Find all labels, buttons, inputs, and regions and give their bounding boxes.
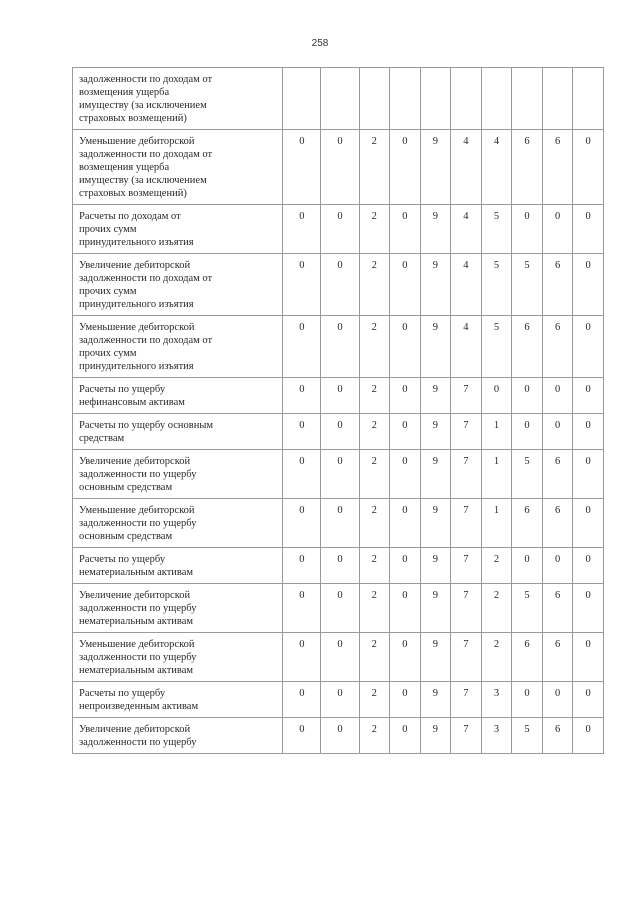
code-digit-cell: 0	[390, 205, 421, 254]
table-row	[73, 205, 604, 254]
account-name-cell	[73, 584, 283, 633]
code-digit-cell: 3	[481, 682, 512, 718]
code-digit-cell: 4	[481, 130, 512, 205]
code-digit-cell: 0	[283, 682, 321, 718]
account-name-line: задолженности по доходам от	[79, 335, 213, 346]
account-codes-table	[72, 67, 604, 754]
account-name-line: нематериальным активам	[79, 616, 194, 627]
code-digit-cell: 9	[420, 584, 451, 633]
account-name-line: Расчеты по ущербу	[79, 554, 166, 565]
code-digit-cell: 0	[542, 548, 573, 584]
account-name-cell	[73, 633, 283, 682]
code-digit-cell: 9	[420, 548, 451, 584]
code-digit-cell: 1	[481, 450, 512, 499]
code-digit-cell: 2	[359, 130, 390, 205]
code-digit-cell: 9	[420, 254, 451, 316]
code-digit-cell: 7	[451, 718, 482, 754]
code-digit-cell: 0	[321, 499, 359, 548]
table-row	[73, 316, 604, 378]
table-row	[73, 718, 604, 754]
code-digit-cell: 0	[390, 633, 421, 682]
account-name-line: задолженности по ущербу	[79, 737, 197, 748]
code-digit-cell: 0	[321, 130, 359, 205]
table-row	[73, 633, 604, 682]
code-digit-cell: 0	[390, 584, 421, 633]
code-digit-cell	[321, 68, 359, 130]
account-codes-table-body	[73, 68, 604, 754]
code-digit-cell: 6	[512, 499, 543, 548]
code-digit-cell: 7	[451, 633, 482, 682]
account-name-cell	[73, 316, 283, 378]
code-digit-cell: 0	[481, 378, 512, 414]
code-digit-cell: 0	[321, 378, 359, 414]
code-digit-cell: 2	[481, 548, 512, 584]
code-digit-cell: 5	[512, 450, 543, 499]
code-digit-cell: 7	[451, 499, 482, 548]
account-name-line: Уменьшение дебиторской	[79, 505, 195, 516]
code-digit-cell: 7	[451, 378, 482, 414]
account-name-cell	[73, 130, 283, 205]
account-name-line: Увеличение дебиторской	[79, 456, 191, 467]
account-name-line: Уменьшение дебиторской	[79, 136, 195, 147]
code-digit-cell: 0	[390, 316, 421, 378]
code-digit-cell: 7	[451, 682, 482, 718]
code-digit-cell: 9	[420, 130, 451, 205]
account-name-line: принудительного изъятия	[79, 299, 194, 310]
code-digit-cell: 6	[542, 633, 573, 682]
code-digit-cell: 0	[321, 718, 359, 754]
code-digit-cell: 0	[573, 499, 604, 548]
code-digit-cell: 2	[359, 378, 390, 414]
table-row	[73, 130, 604, 205]
code-digit-cell: 0	[283, 548, 321, 584]
code-digit-cell: 0	[542, 682, 573, 718]
account-name-line: нефинансовым активам	[79, 397, 185, 408]
code-digit-cell: 0	[321, 450, 359, 499]
code-digit-cell: 5	[512, 584, 543, 633]
code-digit-cell: 2	[359, 205, 390, 254]
account-name-line: прочих сумм	[79, 286, 137, 297]
table-row	[73, 450, 604, 499]
code-digit-cell: 0	[512, 378, 543, 414]
account-name-line: Расчеты по ущербу	[79, 688, 166, 699]
code-digit-cell: 0	[573, 130, 604, 205]
code-digit-cell: 0	[390, 499, 421, 548]
account-name-line: нематериальным активам	[79, 567, 194, 578]
account-name-line: Уменьшение дебиторской	[79, 639, 195, 650]
code-digit-cell: 0	[321, 633, 359, 682]
account-name-line: Расчеты по ущербу основным	[79, 420, 214, 431]
code-digit-cell: 6	[542, 316, 573, 378]
code-digit-cell: 5	[481, 254, 512, 316]
table-row	[73, 254, 604, 316]
code-digit-cell: 7	[451, 450, 482, 499]
code-digit-cell: 0	[573, 584, 604, 633]
code-digit-cell: 9	[420, 718, 451, 754]
account-name-line: возмещения ущерба	[79, 87, 170, 98]
code-digit-cell: 6	[542, 450, 573, 499]
code-digit-cell	[542, 68, 573, 130]
code-digit-cell: 0	[573, 633, 604, 682]
code-digit-cell: 1	[481, 499, 512, 548]
code-digit-cell: 5	[512, 718, 543, 754]
code-digit-cell: 0	[390, 254, 421, 316]
code-digit-cell: 6	[542, 718, 573, 754]
code-digit-cell: 4	[451, 130, 482, 205]
code-digit-cell: 0	[321, 414, 359, 450]
code-digit-cell: 0	[321, 316, 359, 378]
table-row	[73, 548, 604, 584]
code-digit-cell	[451, 68, 482, 130]
code-digit-cell: 0	[283, 414, 321, 450]
code-digit-cell: 0	[573, 316, 604, 378]
table-row	[73, 499, 604, 548]
code-digit-cell: 0	[321, 205, 359, 254]
table-row	[73, 414, 604, 450]
code-digit-cell	[390, 68, 421, 130]
code-digit-cell: 0	[573, 682, 604, 718]
code-digit-cell: 0	[573, 378, 604, 414]
account-name-line: Увеличение дебиторской	[79, 590, 191, 601]
code-digit-cell: 9	[420, 682, 451, 718]
code-digit-cell: 0	[390, 450, 421, 499]
account-name-line: основным средствам	[79, 531, 173, 542]
code-digit-cell: 0	[512, 205, 543, 254]
code-digit-cell: 0	[283, 584, 321, 633]
code-digit-cell: 0	[321, 584, 359, 633]
table-row	[73, 378, 604, 414]
account-name-line: прочих сумм	[79, 348, 137, 359]
code-digit-cell: 0	[321, 682, 359, 718]
code-digit-cell: 0	[573, 254, 604, 316]
code-digit-cell: 0	[512, 548, 543, 584]
code-digit-cell: 0	[390, 130, 421, 205]
code-digit-cell	[359, 68, 390, 130]
account-name-line: Увеличение дебиторской	[79, 260, 191, 271]
code-digit-cell: 0	[283, 499, 321, 548]
code-digit-cell: 2	[359, 548, 390, 584]
code-digit-cell: 7	[451, 584, 482, 633]
code-digit-cell: 2	[481, 633, 512, 682]
page-number: 258	[311, 38, 329, 49]
account-name-line: Расчеты по ущербу	[79, 384, 166, 395]
account-name-line: страховых возмещений)	[79, 113, 187, 124]
code-digit-cell: 0	[512, 682, 543, 718]
account-name-line: нематериальным активам	[79, 665, 194, 676]
account-name-cell	[73, 548, 283, 584]
account-name-cell	[73, 499, 283, 548]
code-digit-cell: 5	[481, 316, 512, 378]
code-digit-cell: 6	[512, 316, 543, 378]
code-digit-cell: 2	[359, 682, 390, 718]
account-name-line: основным средствам	[79, 482, 173, 493]
account-name-line: прочих сумм	[79, 224, 137, 235]
code-digit-cell: 0	[390, 718, 421, 754]
code-digit-cell: 9	[420, 499, 451, 548]
account-name-cell	[73, 68, 283, 130]
account-name-cell	[73, 378, 283, 414]
account-name-line: задолженности по ущербу	[79, 469, 197, 480]
account-name-line: принудительного изъятия	[79, 237, 194, 248]
table-row	[73, 584, 604, 633]
code-digit-cell	[283, 68, 321, 130]
code-digit-cell: 2	[359, 584, 390, 633]
code-digit-cell: 5	[512, 254, 543, 316]
code-digit-cell: 9	[420, 414, 451, 450]
code-digit-cell: 9	[420, 205, 451, 254]
code-digit-cell: 2	[359, 450, 390, 499]
account-name-line: задолженности по ущербу	[79, 652, 197, 663]
account-name-line: задолженности по доходам от	[79, 74, 213, 85]
code-digit-cell: 9	[420, 633, 451, 682]
code-digit-cell: 6	[542, 254, 573, 316]
code-digit-cell: 3	[481, 718, 512, 754]
account-name-cell	[73, 254, 283, 316]
code-digit-cell: 0	[283, 254, 321, 316]
code-digit-cell: 0	[542, 414, 573, 450]
code-digit-cell: 0	[542, 378, 573, 414]
code-digit-cell: 0	[390, 682, 421, 718]
code-digit-cell: 2	[359, 316, 390, 378]
account-name-line: непроизведенным активам	[79, 701, 199, 712]
code-digit-cell: 1	[481, 414, 512, 450]
code-digit-cell: 6	[542, 584, 573, 633]
account-name-cell	[73, 414, 283, 450]
code-digit-cell: 5	[481, 205, 512, 254]
code-digit-cell: 0	[573, 548, 604, 584]
code-digit-cell: 0	[283, 378, 321, 414]
account-name-line: задолженности по доходам от	[79, 273, 213, 284]
code-digit-cell: 9	[420, 378, 451, 414]
account-name-line: страховых возмещений)	[79, 188, 187, 199]
code-digit-cell: 2	[359, 499, 390, 548]
account-name-line: задолженности по доходам от	[79, 149, 213, 160]
code-digit-cell: 0	[283, 633, 321, 682]
code-digit-cell: 0	[573, 718, 604, 754]
account-name-line: средствам	[79, 433, 125, 444]
code-digit-cell: 9	[420, 316, 451, 378]
code-digit-cell	[573, 68, 604, 130]
code-digit-cell: 0	[283, 316, 321, 378]
code-digit-cell	[481, 68, 512, 130]
account-name-line: принудительного изъятия	[79, 361, 194, 372]
code-digit-cell: 0	[573, 450, 604, 499]
code-digit-cell: 6	[542, 499, 573, 548]
account-name-line: Увеличение дебиторской	[79, 724, 191, 735]
code-digit-cell: 9	[420, 450, 451, 499]
code-digit-cell	[420, 68, 451, 130]
account-name-line: Расчеты по доходам от	[79, 211, 181, 222]
code-digit-cell: 0	[283, 130, 321, 205]
account-name-cell	[73, 450, 283, 499]
account-name-cell	[73, 205, 283, 254]
account-name-cell	[73, 682, 283, 718]
code-digit-cell: 0	[321, 548, 359, 584]
code-digit-cell: 4	[451, 316, 482, 378]
account-name-line: задолженности по ущербу	[79, 603, 197, 614]
code-digit-cell: 0	[573, 414, 604, 450]
code-digit-cell: 0	[283, 718, 321, 754]
code-digit-cell: 0	[390, 414, 421, 450]
code-digit-cell: 6	[542, 130, 573, 205]
code-digit-cell: 4	[451, 254, 482, 316]
code-digit-cell: 6	[512, 633, 543, 682]
table-row	[73, 68, 604, 130]
code-digit-cell: 2	[359, 254, 390, 316]
code-digit-cell: 4	[451, 205, 482, 254]
code-digit-cell: 0	[390, 378, 421, 414]
account-name-line: возмещения ущерба	[79, 162, 170, 173]
code-digit-cell: 0	[390, 548, 421, 584]
code-digit-cell: 0	[542, 205, 573, 254]
code-digit-cell: 7	[451, 548, 482, 584]
account-name-line: имуществу (за исключением	[79, 175, 207, 186]
code-digit-cell: 0	[512, 414, 543, 450]
code-digit-cell: 0	[573, 205, 604, 254]
code-digit-cell: 2	[359, 633, 390, 682]
code-digit-cell: 2	[481, 584, 512, 633]
code-digit-cell	[512, 68, 543, 130]
account-name-line: задолженности по ущербу	[79, 518, 197, 529]
code-digit-cell: 6	[512, 130, 543, 205]
table-row	[73, 682, 604, 718]
account-name-cell	[73, 718, 283, 754]
account-name-line: Уменьшение дебиторской	[79, 322, 195, 333]
code-digit-cell: 0	[283, 205, 321, 254]
code-digit-cell: 7	[451, 414, 482, 450]
code-digit-cell: 0	[283, 450, 321, 499]
code-digit-cell: 2	[359, 414, 390, 450]
code-digit-cell: 2	[359, 718, 390, 754]
code-digit-cell: 0	[321, 254, 359, 316]
account-name-line: имуществу (за исключением	[79, 100, 207, 111]
